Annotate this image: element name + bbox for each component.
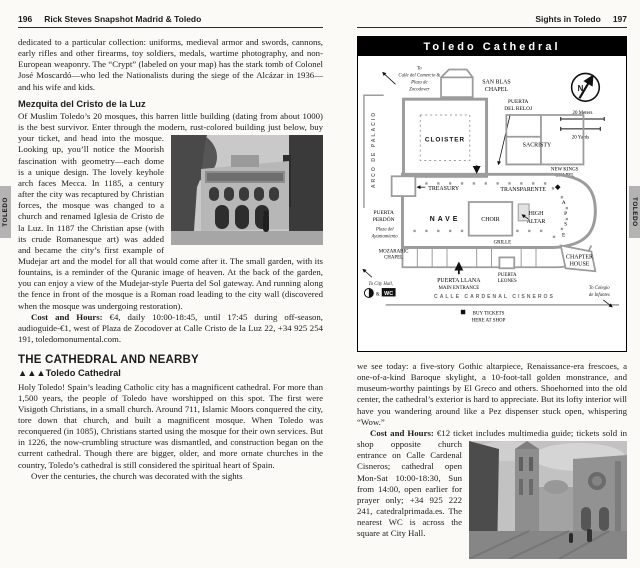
map-label-cloister: CLOISTER — [424, 136, 466, 144]
running-header-left — [18, 14, 323, 28]
ampersand: & — [375, 292, 380, 298]
map-label-transparente: TRANSPARENTE — [500, 187, 546, 194]
map-label-apse: A — [561, 199, 566, 206]
wc-icon — [382, 288, 396, 297]
map-note-buy-tickets: BUY TICKETS — [472, 311, 505, 317]
running-header-right — [357, 14, 627, 28]
scale-bar-meters — [561, 117, 605, 121]
map-label-sacristy: SACRISTY — [522, 142, 552, 149]
cathedral-floor-plan — [358, 56, 625, 351]
cathedral-subheading: ▲▲▲Toledo Cathedral — [18, 368, 121, 379]
cathedral-photo — [469, 441, 627, 559]
toledo-edge-tab-left — [0, 186, 11, 238]
arrow-to-colegio — [603, 300, 612, 307]
compass-north-icon — [572, 73, 600, 101]
cost-hours-text-rest: sold in shop opposite church entrance on Calle Cardenal Cisneros; cathedral open Mon-Sat 10:00-18:30, Sun from 14:00, open earlier for prayer only; +34 925 222 241, catedralprimada.es. The nearest WC is across the square at City Hall. — [357, 427, 628, 539]
map-label-puerta-perdon: PUERTA — [373, 209, 394, 216]
note-to-city-hall: To City Hall, — [368, 282, 393, 288]
intro-paragraph: dedicated to a particular collection: uniforms, medieval armor and swords, cannons, early rifles and other firearms, toy soldiers, medals, wartime photography, and non-European weaponry. The “Crypt” (labeled on your map) has the stark tomb of Colonel José Moscardó—who led the Nationalists during the siege of the Alcázar in 1936—and his wife and kids. — [18, 37, 323, 92]
scale-bar-yards — [561, 127, 601, 131]
cost-hours-label: Cost and Hours: — [370, 427, 434, 438]
map-label-choir: CHOIR — [481, 216, 500, 223]
toledo-edge-tab-right — [629, 186, 640, 238]
map-label-nave: NAVE — [429, 215, 461, 223]
right-page — [357, 14, 627, 562]
map-label-plaza-ayuntamiento: Plaza del — [375, 227, 394, 233]
note-to-zocodover: To — [417, 66, 422, 72]
treasury-outline — [392, 176, 416, 196]
map-title: Toledo Cathedral — [358, 37, 626, 56]
cost-hours-text: €4, daily 10:00-18:45, until 17:45 during off-season, audioguide-€1, west of Plaza de Zocodover at Calle Cristo de la Luz 22, +34 925 254 191, toledomonumental.com. — [18, 311, 324, 345]
map-label-new-kings: NEW KINGS — [550, 167, 579, 173]
street-label-arco-de-palacio: ARCO DE PALACIO — [370, 110, 377, 189]
note-to-colegio: de Infantes — [588, 292, 610, 298]
map-label-apse: S — [564, 221, 568, 228]
arrow-puerta-reloj — [498, 114, 510, 164]
map-label-apse: E — [562, 232, 566, 239]
mezquita-cost-paragraph — [18, 312, 323, 345]
chapter-title: Sights in Toledo — [535, 14, 601, 24]
map-label-puerta-leones: PUERTA — [498, 273, 517, 279]
compass-n-label: N — [577, 84, 584, 94]
cathedral-cost-paragraph — [357, 428, 627, 540]
map-label-puerta-perdon: PERDÓN — [372, 216, 395, 223]
map-label-mozarabic: MOZARABIC — [378, 249, 409, 255]
map-label-treasury: TREASURY — [428, 186, 460, 193]
map-label-grille: GRILLE — [493, 240, 512, 246]
book-title: Rick Steves Snapshot Madrid & Toledo — [44, 14, 202, 24]
cathedral-paragraph-last: Over the centuries, the church was decorated with the sights — [31, 470, 243, 481]
page-number: 197 — [612, 14, 627, 24]
map-label-puerta-reloj: PUERTA — [508, 99, 529, 106]
cathedral-section-heading: THE CATHEDRAL AND NEARBY — [18, 354, 199, 367]
map-label-chapter-house: CHAPTER — [566, 254, 594, 261]
san-blas-outline — [441, 70, 473, 98]
toledo-tab-label: TOLEDO — [631, 197, 638, 227]
toledo-tab-label: TOLEDO — [2, 197, 9, 227]
note-to-colegio: To Colegio — [588, 286, 610, 292]
street-label-cisneros: CALLE CARDENAL CISNEROS — [434, 293, 555, 300]
arrow-to-zocodover — [383, 72, 396, 84]
map-label-puerta-leones: LEONES — [497, 279, 517, 285]
map-label-puerta-llana: PUERTA LLANA — [437, 278, 481, 285]
toledo-cathedral-map — [357, 36, 627, 352]
sight-icon — [364, 289, 373, 298]
map-label-plaza-ayuntamiento: Ayuntamiento — [371, 234, 398, 240]
arrow-to-city-hall — [363, 269, 372, 277]
map-label-mozarabic: CHAPEL — [383, 255, 404, 261]
ticket-shop-marker — [461, 310, 465, 314]
left-page-body — [18, 37, 323, 482]
map-label-main-entrance: MAIN ENTRANCE — [438, 286, 480, 292]
mosque-photo — [171, 135, 323, 245]
note-to-zocodover: Calle del Comercio & — [398, 73, 441, 79]
note-to-zocodover: Zocodover — [409, 87, 430, 93]
mezquita-paragraph — [18, 111, 323, 312]
map-note-buy-tickets: HERE AT SHOP — [471, 318, 506, 324]
chapel-dividers — [417, 248, 536, 268]
mezquita-text-start: Of Muslim Toledo’s 20 mosques, this barren little building (dating from about 1000) is the best survivor. Enter through the modern, — [18, 110, 323, 133]
map-label-san-blas: CHAPEL — [484, 87, 508, 94]
map-label-puerta-reloj: DEL RELOJ — [504, 106, 533, 113]
scale-yards-label: 20 Yards — [571, 135, 590, 141]
left-page — [18, 14, 323, 482]
mezquita-text-rest: rust-colored building just below, buy your ticket, and head into the mosque. Looking up, you’ll notice the Moorish fascination with geometry—each dome is a unique design. The lovely keyhole arch faces Mecca. In 1185, a century after the city was recaptured by Christian forces, the mosque was changed to a church and renamed Iglesia de Cristo de la Luz. In 1187 the Christian apse (with its crude Romanesque art) was added and became the city’s first example of Mudejar art and the model for all that would come after it. The small garden, with its fountains, is a reminder of the Quranic image of heaven. At the back of the garden, you can enjoy a view of the Mudejar-style Puerta del Sol gateway. And running along the fence in front of the mosque is a Roman road leading to the city wall (discovered when the mosque was undergoing restoration). — [18, 122, 324, 311]
mezquita-heading: Mezquita del Cristo de la Luz — [18, 98, 146, 109]
cost-hours-text-start: €12 ticket includes multimedia guide; tickets — [433, 427, 600, 438]
transparente-marker — [555, 184, 561, 190]
map-label-san-blas: SAN BLAS — [482, 79, 511, 86]
map-label-apse: P — [564, 210, 568, 217]
map-label-high-altar: HIGH — [528, 210, 544, 217]
note-to-zocodover: Plaza de — [411, 80, 428, 86]
cost-hours-label: Cost and Hours: — [31, 311, 103, 322]
puerta-leones-portal — [499, 257, 514, 268]
map-label-new-kings: CHAPEL — [555, 173, 575, 179]
wc-label: WC — [384, 290, 394, 297]
map-label-chapter-house: HOUSE — [569, 261, 590, 268]
page-number: 196 — [18, 14, 33, 24]
continuation-paragraph: we see today: a five-story Gothic altarpiece, Renaissance-era frescoes, a one-of-a-kind Baroque skylight, a 10-foot-tall golden monstrance, and museum-worthy paintings by El Greco and others. Shoehorned into the old center, the cathedral’s exterior is hard to appreciate. But its lofty interior will have you wandering around like a Pez dispenser stuck open, whispering “Wow.” — [357, 361, 627, 427]
scale-meters-label: 20 Meters — [572, 111, 593, 117]
right-page-body — [357, 361, 627, 540]
cathedral-paragraph: Holy Toledo! Spain’s leading Catholic city has a magnificent cathedral. For more than 1,500 years, the people of Toledo have worshipped on this spot. The first were Visigoth Christians, in a small church. Around 711, Islamic Moors conquered the city, tore down that church, and built a magnificent mosque. When Toledo was reconquered (in 1085), Christians started using the mosque for their own services. But in 1226, the now-crumbling structure was dismantled, and construction began on the current cathedral. Though there are bigger, older, and more ornate churches in the country, Toledo’s cathedral is still considered the spiritual heart of Spain. — [18, 381, 323, 470]
map-label-high-altar: ALTAR — [526, 218, 546, 225]
